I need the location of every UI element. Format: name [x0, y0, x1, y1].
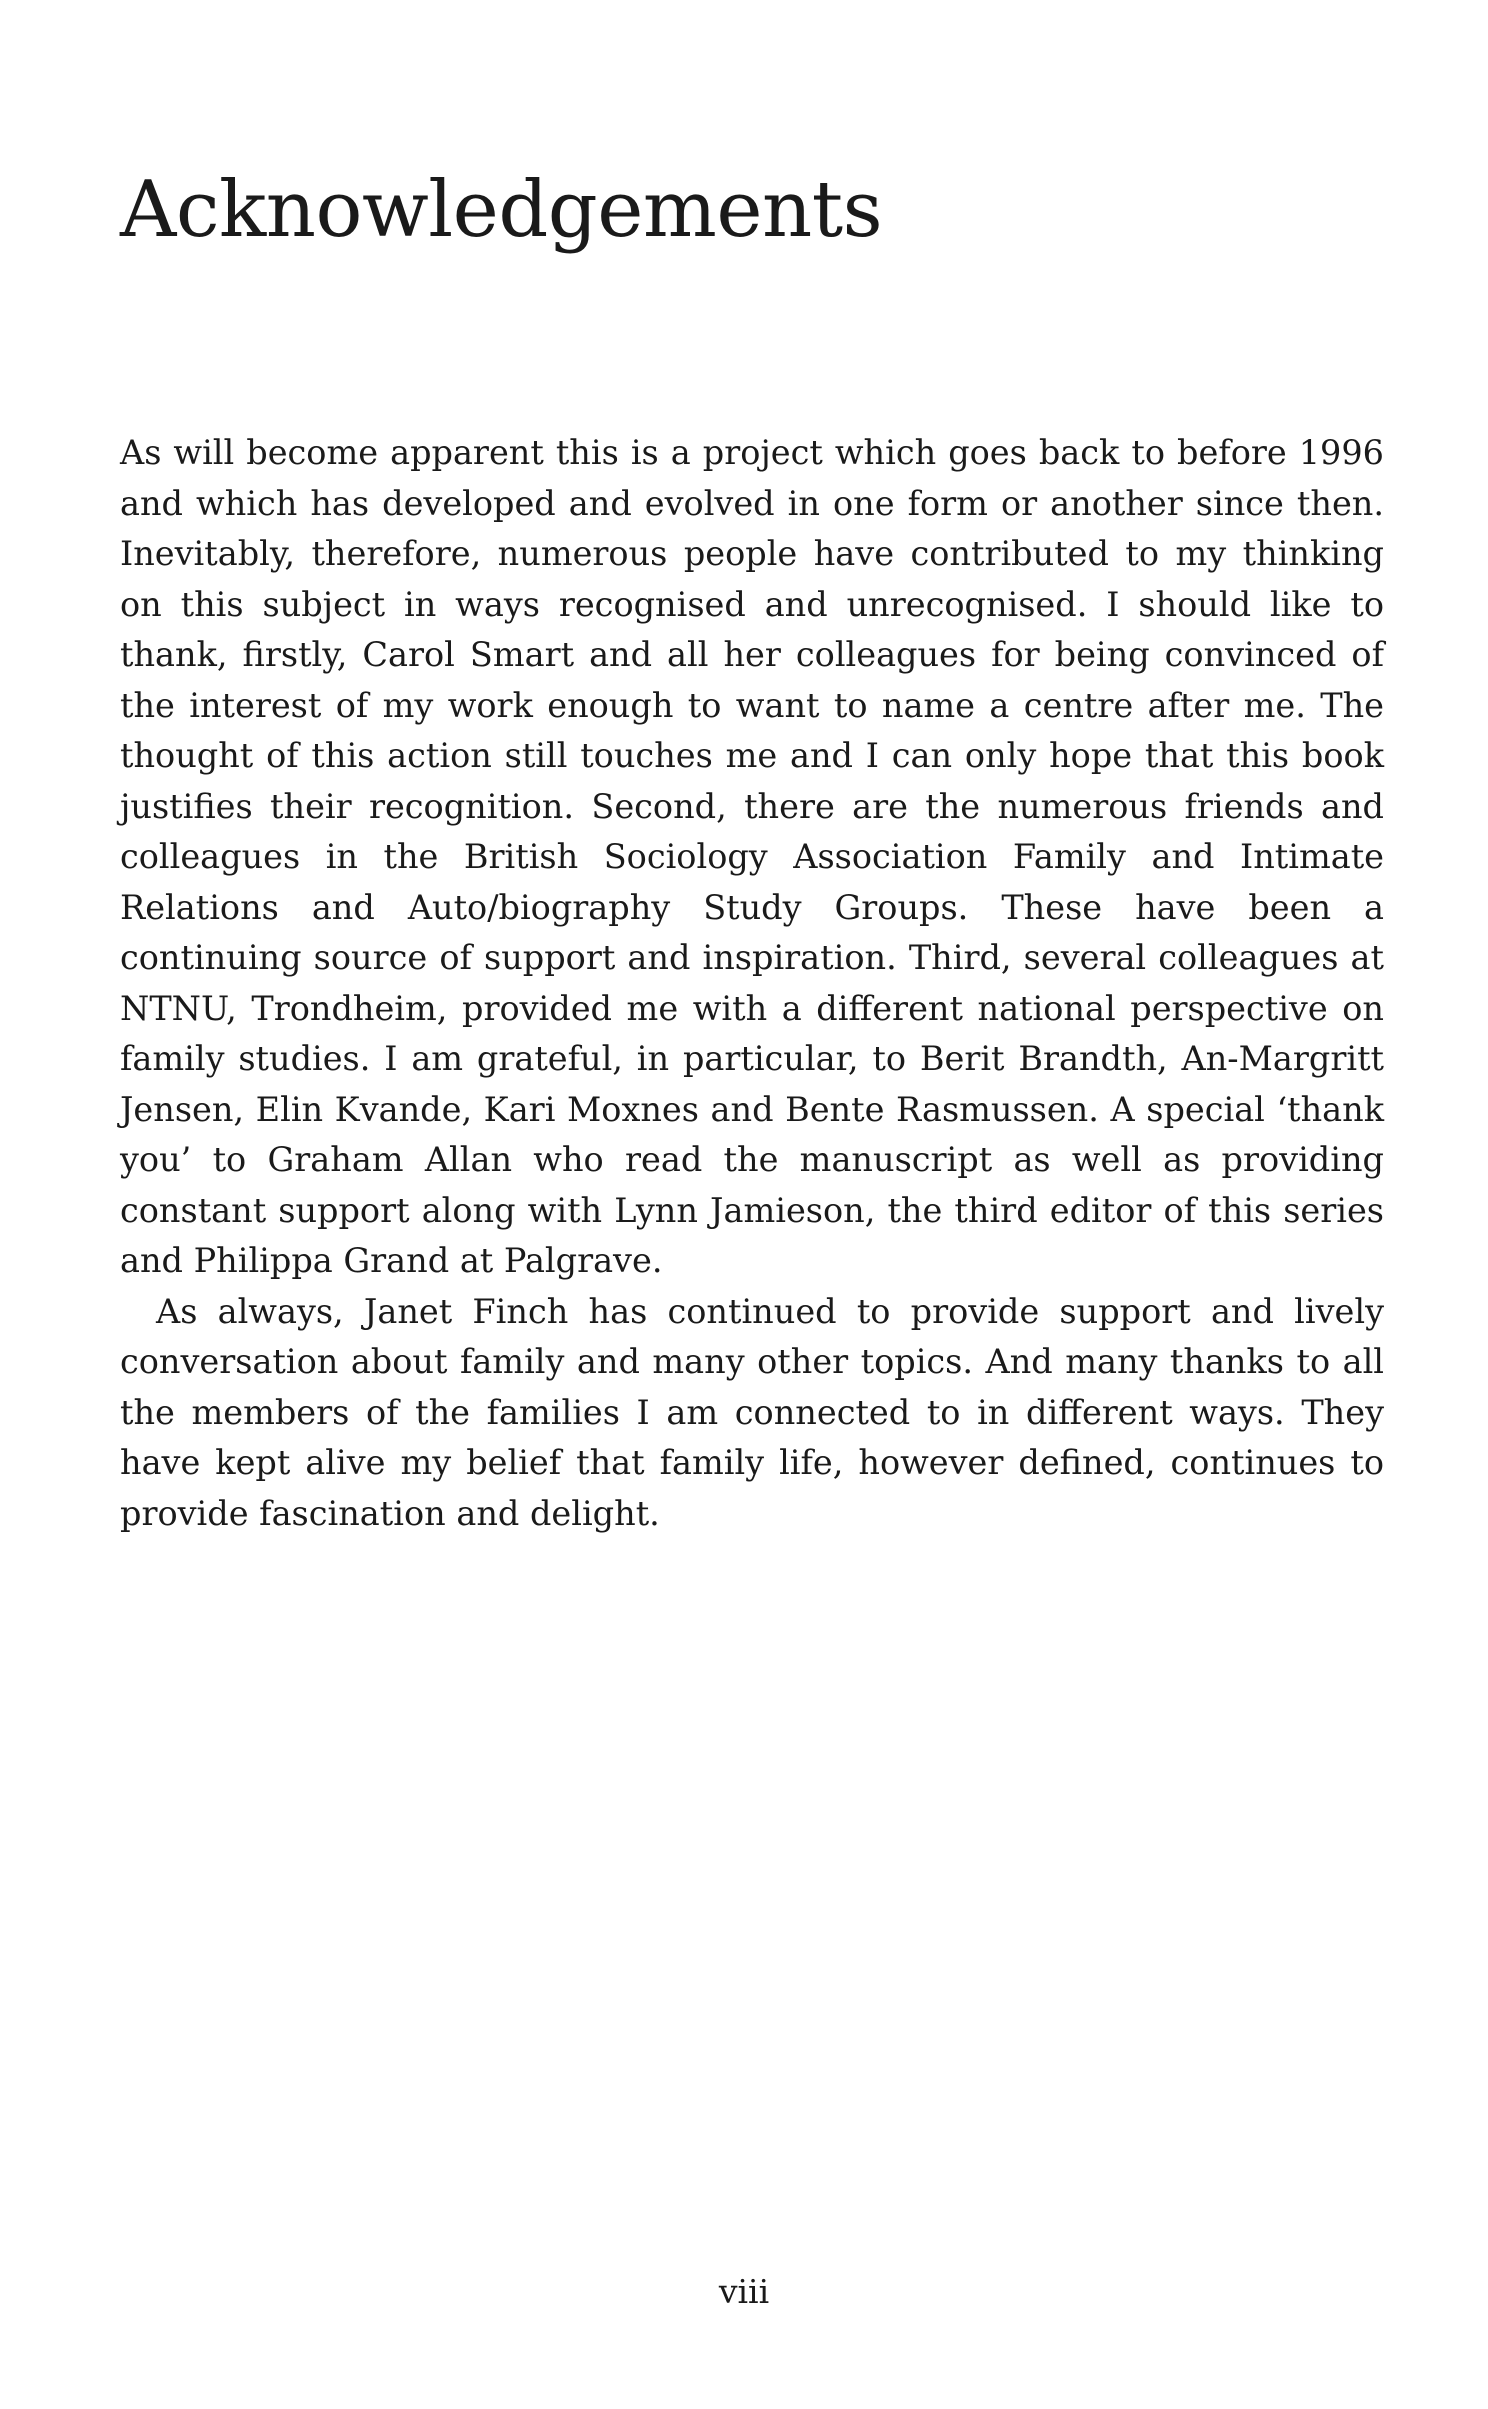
paragraph-1: As will become apparent this is a project which goes back to before 1996 and which has developed and evolved in one form or another since then. Inevitably, therefore, numerous people have contributed to my thinking on this subject in ways recognised and unrecognised. I should like to thank, firstly, Carol Smart and all her colleagues for being convinced of the interest of my work enough to want to name a centre after me. The thought of this action still touches me and I can only hope that this book justifies their recognition. Second, there are the numerous friends and colleagues in the British Sociology Association Family and Intimate Relations and Auto/biography Study Groups. These have been a continuing source of support and inspiration. Third, several colleagues at NTNU, Trondheim, provided me with a different national perspective on family studies. I am grateful, in particular, to Berit Brandth, An-Margritt Jensen, Elin Kvande, Kari Moxnes and Bente Rasmussen. A special ‘thank you’ to Graham Allan who read the manuscript as well as providing constant support along with Lynn Jamieson, the third editor of this series and Philippa Grand at Palgrave. [120, 433, 1384, 1280]
paragraph-2: As always, Janet Finch has continued to provide support and lively conversation about family and many other topics. And many thanks to all the members of the families I am connected to in different ways. They have kept alive my belief that family life, however defined, continues to provide fascination and delight. [120, 1291, 1384, 1533]
page-title: Acknowledgements [120, 165, 883, 255]
acknowledgements-body [120, 428, 1384, 1539]
page-number: viii [718, 2272, 770, 2311]
